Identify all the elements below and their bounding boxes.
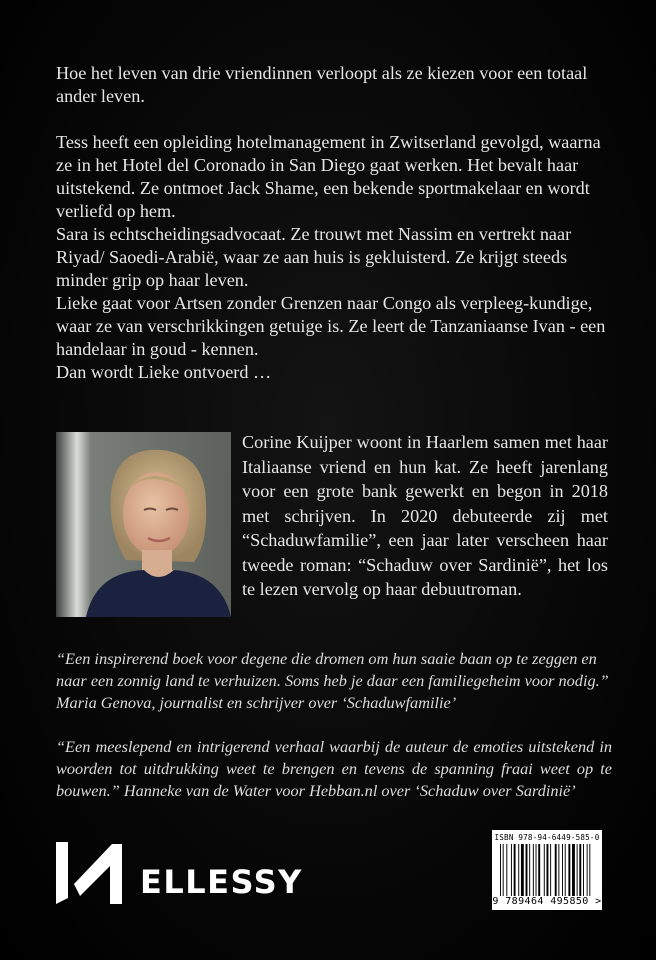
blurb-ending: Dan wordt Lieke ontvoerd …: [56, 362, 272, 382]
publisher-name: ELLESSY: [140, 863, 303, 901]
review-quotes: [56, 648, 612, 802]
review-quote-2: [56, 736, 612, 802]
barcode: [492, 830, 602, 910]
publisher-logo: [56, 838, 303, 908]
quote-1-source: Maria Genova, journalist en schrijver over ‘Schaduwfamilie’: [56, 693, 457, 712]
publisher-mark-icon: [56, 838, 126, 908]
author-photo: [56, 432, 231, 617]
review-quote-1: [56, 648, 612, 714]
ean-number: 9 789464 495850 >: [492, 896, 602, 907]
blurb-sara: Sara is echtscheidingsadvocaat. Ze trouwt met Nassim en vertrekt naar Riyad/ Saoedi-Arabië, waar ze aan huis is gekluisterd. Ze krijgt steeds minder grip op haar leven.: [56, 224, 572, 290]
barcode-bars: [498, 844, 596, 896]
blurb-lieke: Lieke gaat voor Artsen zonder Grenzen naar Congo als verpleeg-kundige, waar ze van verschrikkingen getuige is. Ze leert de Tanzaniaanse Ivan - een handelaar in goud - kennen.: [56, 293, 606, 359]
blurb-tess: Tess heeft een opleiding hotelmanagement in Zwitserland gevolgd, waarna ze in het Hotel del Coronado in San Diego gaat werken. Het bevalt haar uitstekend. Ze ontmoet Jack Shame, een bekende sportmakelaar en wordt verliefd op hem.: [56, 132, 601, 221]
blurb-intro: Hoe het leven van drie vriendinnen verloopt als ze kiezen voor een totaal ander leven.: [56, 63, 588, 106]
book-blurb: [56, 62, 616, 384]
quote-1-text: “Een inspirerend boek voor degene die dromen om hun saaie baan op te zeggen en naar een zonnig land te verhuizen. Soms heb je daar een familiegeheim voor nodig.”: [56, 649, 609, 690]
isbn-text: ISBN 978-94-6449-585-0: [494, 833, 600, 842]
author-bio: Corine Kuijper woont in Haarlem samen met haar Italiaanse vriend en hun kat. Ze heeft jarenlang voor een grote bank gewerkt en begon in 2018 met schrijven. In 2020 debuteerde zij met “Schaduwfamilie”, een jaar later verscheen haar tweede roman: “Schaduw over Sardinië”, het los te lezen vervolg op haar debuutroman.: [242, 432, 608, 599]
quote-2-text: “Een meeslepend en intrigerend verhaal waarbij de auteur de emoties uitstekend in woorden tot uitdrukking weet te brengen en tevens de spanning fraai weet op te bouwen.” Hanneke van de Water voor Hebban.nl over ‘Schaduw over Sardinië’: [56, 737, 612, 800]
